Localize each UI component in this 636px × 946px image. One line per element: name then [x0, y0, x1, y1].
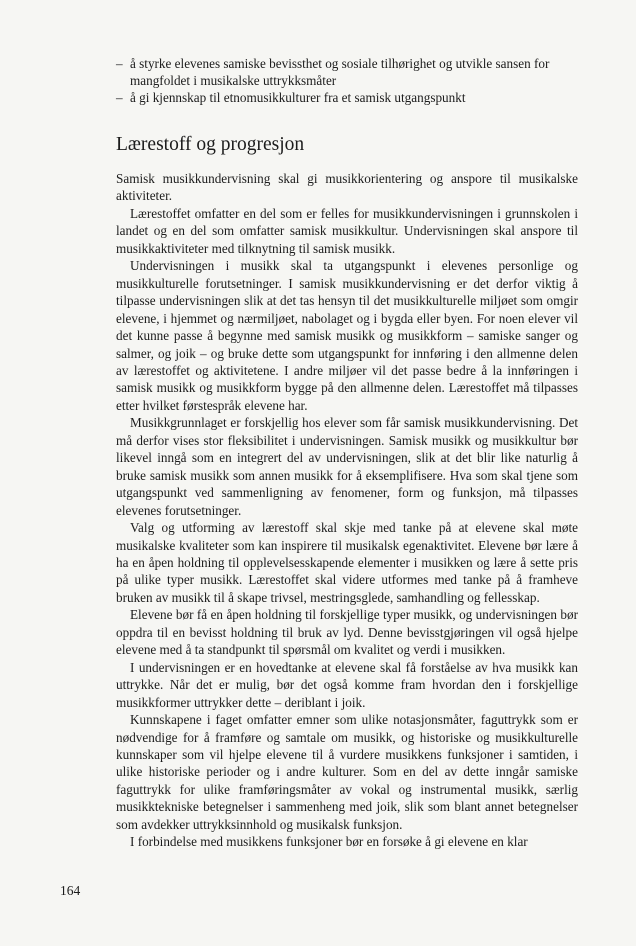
paragraph: I forbindelse med musikkens funksjoner bør en forsøke å gi elevene en klar — [130, 834, 528, 850]
section-heading: Lærestoff og progresjon — [116, 134, 305, 155]
paragraph: I undervisningen er en hovedtanke at elevene skal få forståelse av hva musikk kan uttrykke. Når det er mulig, bør det også komme fram hvordan den i forskjellige musikkformer uttrykker dette – deriblant i joik. — [116, 659, 578, 710]
bullet-item — [116, 55, 578, 89]
bullet-item — [116, 89, 578, 106]
paragraph: Samisk musikkundervisning skal gi musikkorientering og anspore til musikalske aktiviteter. — [116, 171, 578, 204]
paragraph: Musikkgrunnlaget er forskjellig hos elever som får samisk musikkundervisning. Det må derfor vises stor fleksibilitet i undervisningen. Samisk musikk og musikkultur bør likevel inngå som en integrert del av undervisningen, slik at det blir like naturlig å bruke samisk musikk som annen musikk for å eksemplifisere. Hva som skal tjene som utgangspunkt ved sammenligning av fenomener, form og funksjon, må tilpasses elevenes forutsetninger. — [116, 415, 578, 518]
intro-bullet-list — [116, 55, 578, 107]
bullet-marker: – — [116, 56, 123, 71]
paragraph: Undervisningen i musikk skal ta utgangspunkt i elevenes personlige og musikkulturelle forutsetninger. I samisk musikkundervisning er det derfor viktig å tilpasse undervisningen slik at det tas hensyn til det musikkulturelle miljøet som omgir elevene, i hjemmet og nærmiljøet, nabolaget og i bygda eller byen. For noen elever vil det kunne passe å begynne med samisk musikk og musikkform – samiske sanger og salmer, og joik – og bruke dette som utgangspunkt for innføring i den allmenne delen av lærestoffet og aktivitetene. I andre miljøer vil det passe bedre å la innføringen i samisk musikk og musikkform bygge på den allmenne delen. Lærestoffet må tilpasses etter hvilket førstespråk elevene har. — [116, 258, 578, 413]
section-body — [116, 170, 578, 851]
paragraph: Valg og utforming av lærestoff skal skje med tanke på at elevene skal møte musikalske kvaliteter som kan inspirere til musikalsk egenaktivitet. Elevene bør lære å ha en åpen holdning til opplevelsesskapende elementer i musikken og lære å sette pris på ulike typer musikk. Lærestoffet skal videre utformes med tanke på å framheve bruken av musikk til å skape trivsel, mestringsglede, samhandling og fellesskap. — [116, 520, 578, 605]
paragraph: Elevene bør få en åpen holdning til forskjellige typer musikk, og undervisningen bør oppdra til en bevisst holdning til bruk av lyd. Denne bevisstgjøringen vil også hjelpe elevene med å ta standpunkt til spørsmål om kvalitet og verdi i musikken. — [116, 607, 578, 658]
paragraph: Kunnskapene i faget omfatter emner som ulike notasjonsmåter, faguttrykk som er nødvendige for å framføre og samtale om musikk, og historiske og musikkulturelle kunnskaper som vil hjelpe elevene til å vurdere musikkens funksjoner i samtiden, i ulike historiske perioder og i andre kulturer. Som en del av dette inngår samiske faguttrykk for ulike framføringsmåter av vokal og instrumental musikk, særlig musikktekniske betegnelser i sammenheng med joik, slik som blant annet betegnelser som avdekker uttrykksinnhold og musikalsk funksjon. — [116, 712, 578, 832]
paragraph: Lærestoffet omfatter en del som er felles for musikkundervisningen i grunnskolen i landet og en del som omfatter samisk musikkultur. Undervisningen skal anspore til musikkaktiviteter med tilknytning til samisk musikk. — [116, 205, 578, 256]
bullet-marker: – — [116, 90, 123, 106]
page-number: 164 — [60, 883, 81, 898]
bullet-text: å gi kjennskap til etnomusikkulturer fra et samisk utgangspunkt — [130, 90, 466, 106]
bullet-text: å styrke elevenes samiske bevissthet og sosiale tilhørighet og utvikle sansen for mangfoldet i musikalske uttrykksmåter — [130, 56, 550, 89]
